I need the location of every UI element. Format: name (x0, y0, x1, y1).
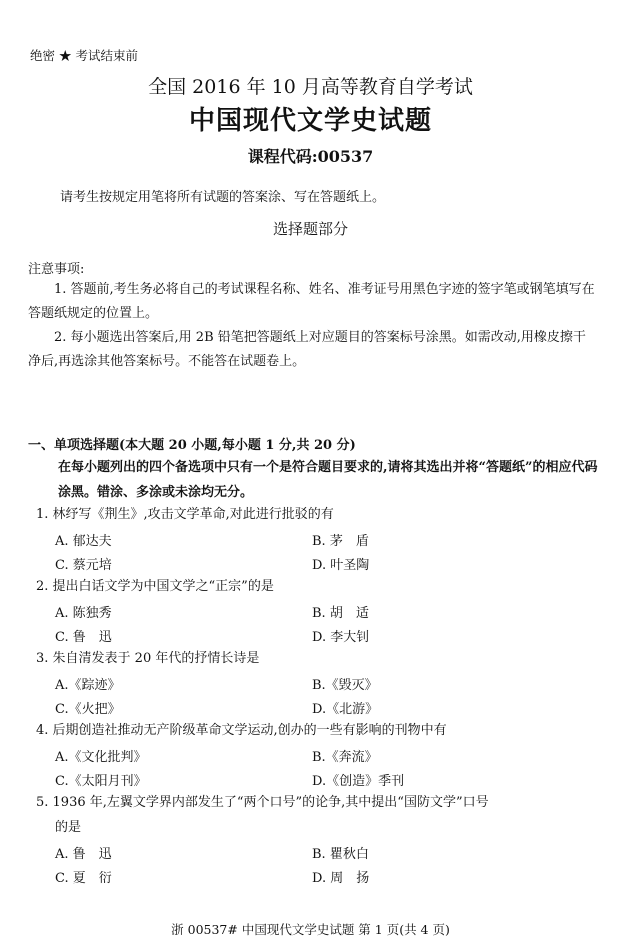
option-c: C. 鲁 迅 (55, 630, 112, 645)
option-d: D. 李大钊 (312, 630, 370, 645)
secret-mark: 绝密 ★ 考试结束前 (30, 48, 138, 63)
question-options (36, 746, 447, 794)
option-c: C. 蔡元培 (55, 558, 112, 573)
option-a: A. 鲁 迅 (55, 847, 112, 862)
part-one-description: 在每小题列出的四个备选项中只有一个是符合题目要求的,请将其选出并将“答题纸”的相应代码涂黑。错涂、多涂或未涂均无分。 (58, 460, 598, 500)
option-c: C. 夏 衍 (55, 871, 112, 886)
page-footer: 浙 00537# 中国现代文学史试题 第 1 页(共 4 页) (171, 922, 450, 937)
answer-instruction: 请考生按规定用笔将所有试题的答案涂、写在答题纸上。 (60, 190, 386, 205)
course-code: 课程代码:00537 (247, 147, 374, 166)
option-c: C.《太阳月刊》 (55, 774, 147, 789)
note-item-1: 1. 答题前,考生务必将自己的考试课程名称、姓名、准考证号用黑色字迹的签字笔或钢笔填写在答题纸规定的位置上。 (28, 282, 595, 321)
option-d: D.《创造》季刊 (312, 774, 405, 789)
subject-title: 中国现代文学史试题 (188, 106, 432, 136)
question-options (36, 602, 370, 650)
exam-title: 全国 2016 年 10 月高等教育自学考试 (148, 76, 473, 98)
question-stem: 1. 林纾写《荆生》,攻击文学革命,对此进行批驳的有 (36, 507, 334, 522)
option-a: A. 陈独秀 (55, 606, 112, 621)
option-a: A.《文化批判》 (55, 750, 147, 765)
section-title: 选择题部分 (272, 220, 348, 238)
option-d: D.《北游》 (312, 702, 379, 717)
option-b: B.《奔流》 (312, 750, 378, 765)
question-stem: 5. 1936 年,左翼文学界内部发生了“两个口号”的论争,其中提出“国防文学”口号 (36, 795, 489, 810)
option-b: B. 茅 盾 (312, 534, 369, 549)
question-options (36, 843, 489, 891)
option-b: B.《毁灭》 (312, 678, 378, 693)
option-a: A.《踪迹》 (55, 678, 121, 693)
part-one-heading: 一、单项选择题(本大题 20 小题,每小题 1 分,共 20 分) (28, 438, 356, 453)
option-d: D. 叶圣陶 (312, 558, 370, 573)
notes-heading: 注意事项: (28, 262, 85, 277)
question-options (36, 530, 370, 578)
question-4 (36, 719, 447, 794)
note-item-2: 2. 每小题选出答案后,用 2B 铅笔把答题纸上对应题目的答案标号涂黑。如需改动,用橡皮擦干净后,再选涂其他答案标号。不能答在试题卷上。 (28, 330, 586, 369)
question-options (36, 674, 379, 722)
question-stem-continued: 的是 (55, 820, 82, 835)
option-b: B. 胡 适 (312, 606, 369, 621)
question-5 (36, 791, 489, 891)
question-stem: 3. 朱自清发表于 20 年代的抒情长诗是 (36, 651, 260, 666)
option-d: D. 周 扬 (312, 871, 370, 886)
question-stem: 4. 后期创造社推动无产阶级革命文学运动,创办的一些有影响的刊物中有 (36, 723, 447, 738)
question-1 (36, 503, 370, 578)
option-a: A. 郁达夫 (55, 534, 112, 549)
question-3 (36, 647, 379, 722)
question-2 (36, 575, 370, 650)
question-stem: 2. 提出白话文学为中国文学之“正宗”的是 (36, 579, 274, 594)
option-b: B. 瞿秋白 (312, 847, 369, 862)
option-c: C.《火把》 (55, 702, 121, 717)
